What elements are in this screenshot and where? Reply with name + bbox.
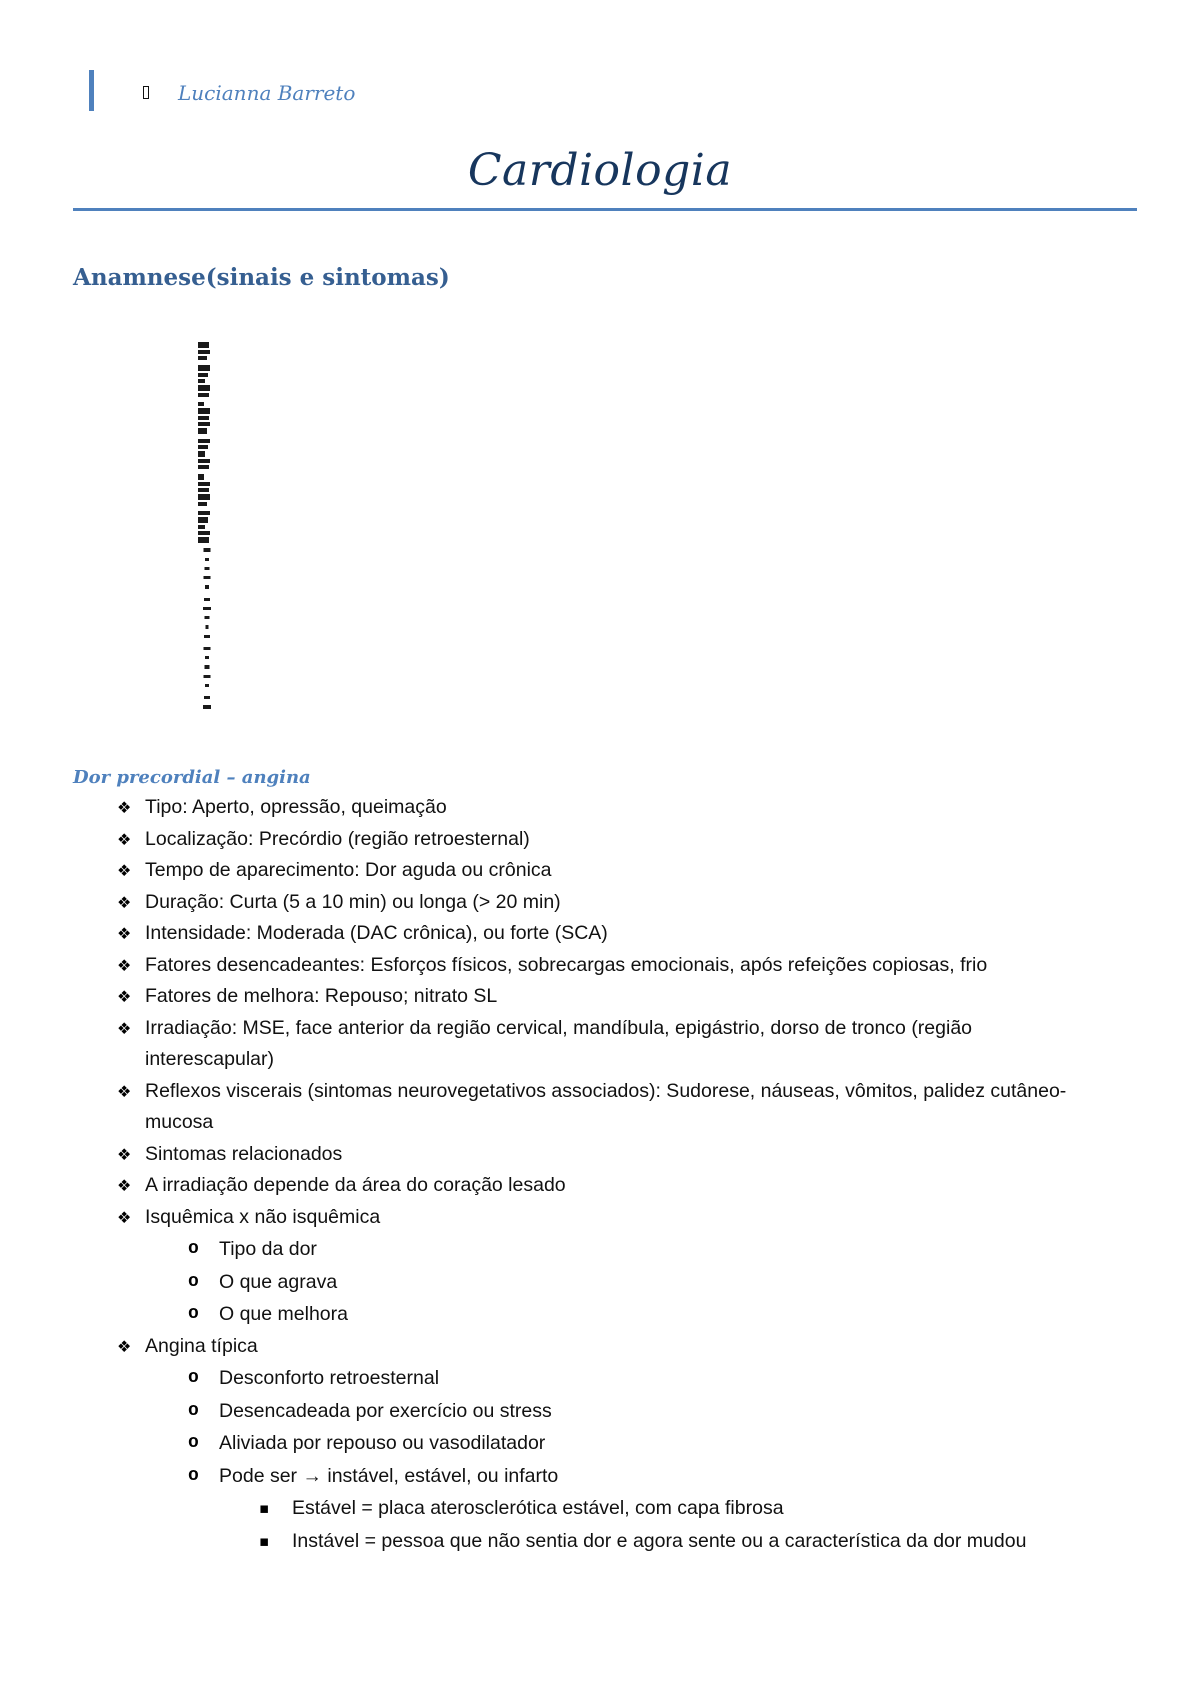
garbled-glyph-mark [198, 459, 210, 463]
sub-list-item [0, 1298, 1200, 1331]
garbled-glyph-mark [198, 342, 209, 348]
list-item [0, 792, 1200, 824]
list-item-text-continuation: mucosa [145, 1111, 214, 1133]
section-heading: Anamnese(sinais e sintomas) [73, 264, 450, 291]
garbled-glyph-mark [203, 705, 211, 709]
garbled-glyph-mark [205, 656, 209, 659]
list-item [0, 918, 1200, 950]
sub-sub-list-item-text: Instável = pessoa que não sentia dor e agora sente ou a característica da dor mudou [292, 1529, 1027, 1552]
list-item-text: Tipo: Aperto, opressão, queimação [145, 796, 447, 818]
sub-list-item-text: Pode ser → instável, estável, ou infarto [219, 1464, 559, 1487]
garbled-glyph-mark [205, 616, 210, 619]
diamond-bullet-icon: ❖ [117, 987, 132, 1006]
garbled-glyph-mark [198, 439, 210, 443]
sub-sub-list-item [0, 1525, 1200, 1558]
list-item-text: Isquêmica x não isquêmica [145, 1205, 381, 1228]
garbled-glyph-mark [198, 525, 205, 529]
list-item-text: Fatores desencadeantes: Esforços físicos, sobrecargas emocionais, após refeições copiosas, frio [145, 953, 988, 976]
garbled-glyph-mark [198, 511, 210, 515]
diamond-bullet-icon: ❖ [117, 1081, 132, 1101]
list-item-text-continuation: interescapular) [145, 1048, 274, 1070]
diamond-bullet-icon: ❖ [117, 1207, 132, 1227]
garbled-glyph-mark [204, 696, 210, 699]
garbled-glyph-mark [198, 350, 210, 354]
title-underline [73, 208, 1137, 211]
sub-sub-list-item [0, 1492, 1200, 1525]
square-bullet-icon: ▪ [259, 1499, 270, 1517]
missing-glyph-icon [143, 86, 149, 99]
list-item-text: Fatores de melhora: Repouso; nitrato SL [145, 985, 498, 1007]
garbled-glyph-mark [198, 537, 209, 543]
diamond-bullet-icon: ❖ [117, 829, 132, 849]
sub-list-item [0, 1362, 1200, 1395]
garbled-glyph-mark [203, 607, 211, 610]
sub-list-item [0, 1233, 1200, 1266]
circle-bullet-icon: o [188, 1433, 199, 1453]
garbled-glyph-mark [198, 393, 209, 397]
list-item-text: Irradiação: MSE, face anterior da região cervical, mandíbula, epigástrio, dorso de tronco (região [145, 1016, 973, 1039]
list-item [0, 887, 1200, 919]
bullet-list [0, 792, 1200, 1557]
garbled-glyph-mark [205, 585, 209, 589]
sub-list-item-text: O que melhora [219, 1303, 348, 1325]
sub-list-item-text: Tipo da dor [219, 1238, 317, 1260]
diamond-bullet-icon: ❖ [117, 1144, 132, 1164]
sub-list-item [0, 1460, 1200, 1493]
list-item-text: Reflexos viscerais (sintomas neurovegetativos associados): Sudorese, náuseas, vômitos, palidez cutâneo- [145, 1079, 1067, 1102]
list-item-text: Angina típica [145, 1334, 258, 1357]
garbled-glyph-mark [198, 385, 210, 391]
list-item [0, 1202, 1200, 1234]
garbled-glyph-mark [204, 548, 211, 552]
list-item-text: Localização: Precórdio (região retroesternal) [145, 827, 530, 850]
circle-bullet-icon: o [188, 1400, 199, 1421]
garbled-glyph-mark [198, 445, 208, 449]
sub-list-item-text: Desencadeada por exercício ou stress [219, 1399, 552, 1422]
subsection-heading: Dor precordial – angina [73, 767, 311, 788]
garbled-glyph-mark [204, 598, 210, 601]
header-accent-bar [89, 70, 94, 111]
diamond-bullet-icon: ❖ [117, 1018, 132, 1038]
list-item-text: Intensidade: Moderada (DAC crônica), ou forte (SCA) [145, 922, 608, 944]
garbled-glyph-mark [198, 494, 210, 500]
list-item [0, 1139, 1200, 1171]
diamond-bullet-icon: ❖ [117, 892, 132, 912]
sub-list-item [0, 1266, 1200, 1299]
collapsed-diagram-text [194, 340, 214, 720]
garbled-glyph-mark [198, 379, 205, 383]
circle-bullet-icon: o [188, 1304, 199, 1324]
garbled-glyph-mark [198, 428, 207, 434]
page-title: Cardiologia [467, 145, 733, 196]
diamond-bullet-icon: ❖ [117, 1336, 132, 1356]
list-item-text: Duração: Curta (5 a 10 min) ou longa (> 20 min) [145, 890, 561, 913]
garbled-glyph-mark [198, 474, 204, 480]
garbled-glyph-mark [198, 465, 209, 469]
list-item [0, 824, 1200, 856]
list-item [0, 855, 1200, 887]
garbled-glyph-mark [205, 558, 209, 561]
garbled-glyph-mark [198, 416, 209, 420]
square-bullet-icon: ▪ [259, 1531, 270, 1550]
diamond-bullet-icon: ❖ [117, 955, 132, 975]
diamond-bullet-icon: ❖ [117, 1176, 132, 1195]
list-item [0, 950, 1200, 982]
list-item [0, 1170, 1200, 1202]
header-author: Lucianna Barreto [178, 81, 356, 105]
garbled-glyph-mark [198, 517, 208, 523]
garbled-glyph-mark [198, 482, 210, 486]
list-item-text: A irradiação depende da área do coração lesado [145, 1174, 566, 1196]
sub-list-item [0, 1427, 1200, 1460]
list-item-text: Tempo de aparecimento: Dor aguda ou crônica [145, 859, 552, 881]
garbled-glyph-mark [204, 635, 210, 638]
diamond-bullet-icon: ❖ [117, 924, 132, 943]
sub-list-item [0, 1395, 1200, 1428]
list-item [0, 1013, 1200, 1045]
list-item [0, 1076, 1200, 1108]
garbled-glyph-mark [198, 402, 204, 406]
sub-list-item-text: Aliviada por repouso ou vasodilatador [219, 1432, 546, 1454]
garbled-glyph-mark [204, 647, 211, 650]
garbled-glyph-mark [206, 625, 209, 629]
sub-list-item-text: Desconforto retroesternal [219, 1367, 440, 1389]
list-item [0, 1331, 1200, 1363]
circle-bullet-icon: o [188, 1368, 199, 1388]
garbled-glyph-mark [204, 675, 211, 678]
garbled-glyph-mark [198, 451, 205, 457]
list-item-text: Sintomas relacionados [145, 1142, 343, 1165]
circle-bullet-icon: o [188, 1465, 199, 1486]
garbled-glyph-mark [198, 365, 210, 371]
garbled-glyph-mark [205, 567, 210, 570]
garbled-glyph-mark [198, 356, 207, 360]
garbled-glyph-mark [198, 488, 209, 492]
diamond-bullet-icon: ❖ [117, 861, 132, 880]
garbled-glyph-mark [204, 576, 211, 579]
circle-bullet-icon: o [188, 1271, 199, 1292]
garbled-glyph-mark [198, 373, 208, 377]
list-item-continuation [0, 1044, 1200, 1076]
diamond-bullet-icon: ❖ [117, 798, 132, 817]
garbled-glyph-mark [198, 422, 210, 426]
sub-sub-list-item-text: Estável = placa aterosclerótica estável, com capa fibrosa [292, 1497, 784, 1519]
garbled-glyph-mark [205, 684, 209, 687]
sub-list-item-text: O que agrava [219, 1270, 338, 1293]
list-item [0, 981, 1200, 1013]
garbled-glyph-mark [198, 502, 207, 506]
circle-bullet-icon: o [188, 1239, 199, 1259]
garbled-glyph-mark [198, 408, 210, 414]
garbled-glyph-mark [205, 665, 210, 669]
list-item-continuation [0, 1107, 1200, 1139]
garbled-glyph-mark [198, 531, 210, 535]
